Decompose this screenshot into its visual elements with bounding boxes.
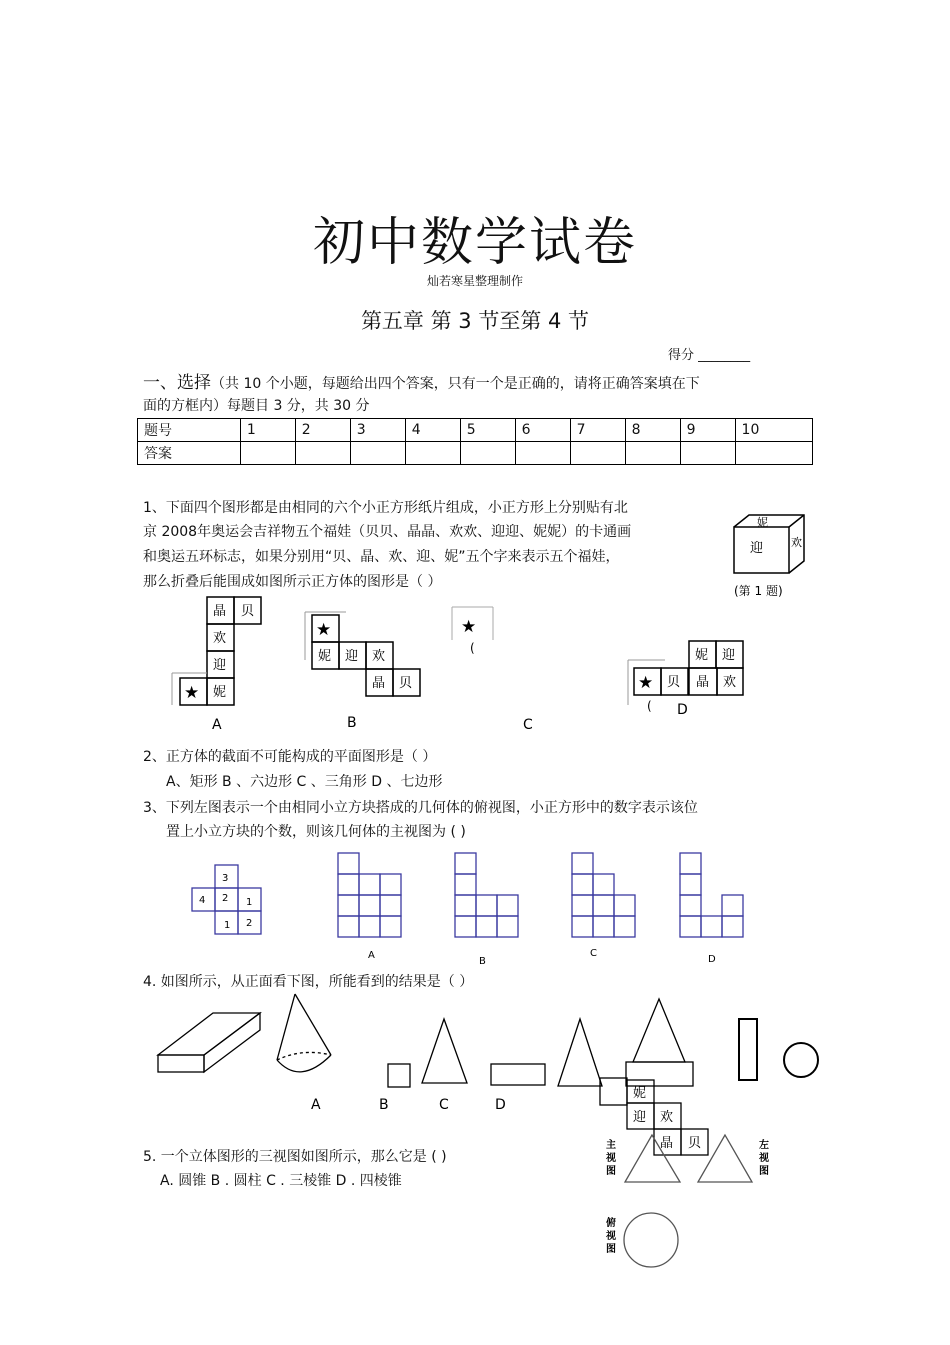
q1-option-d-net: [628, 641, 743, 718]
net-char: 妮: [633, 1086, 647, 1101]
stack-cube: [476, 895, 497, 916]
grid-num: 1: [246, 897, 253, 908]
table-cell: 9: [680, 419, 735, 442]
page-title: 初中数学试卷: [312, 213, 637, 273]
view-label-front: 主视图: [606, 1140, 616, 1177]
stack-cube: [593, 895, 614, 916]
table-cell: 10: [735, 419, 812, 442]
q3-line-2: 置上小立方块的个数，则该几何体的主视图为 ( ): [166, 824, 466, 840]
option-label: A: [368, 950, 375, 961]
stack-cube: [680, 916, 701, 937]
net-char: 贝: [399, 676, 413, 691]
stack-cube: [338, 874, 359, 895]
stack-cube: [614, 916, 635, 937]
table-cell: 4: [405, 419, 460, 442]
q4-stem: 4. 如图所示，从正面看下图，所能看到的结果是（ ）: [143, 974, 474, 990]
stack-cube: [338, 895, 359, 916]
section-title: 一、选择: [143, 373, 211, 393]
star-icon: ★: [461, 617, 477, 637]
option-label: B: [379, 1097, 389, 1113]
q1-line-1: 1、下面四个图形都是由相同的六个小正方形纸片组成，小正方形上分别贴有北: [143, 500, 628, 516]
q5-stem: 5. 一个立体图形的三视图如图所示，那么它是 ( ): [143, 1149, 447, 1165]
cube-right-char: 欢: [791, 536, 802, 549]
stack-cube: [722, 895, 743, 916]
view-label-left: 左视图: [759, 1140, 769, 1177]
q5-options: A. 圆锥 B . 圆柱 C . 三棱锥 D . 四棱锥: [160, 1173, 402, 1189]
net-char: 欢: [372, 649, 386, 664]
star-icon: ★: [638, 673, 654, 693]
stack-cube: [455, 874, 476, 895]
option-label: D: [677, 702, 688, 718]
option-label: D: [708, 954, 716, 965]
net-char: 欢: [660, 1110, 674, 1125]
q1-line-4: 那么折叠后能围成如图所示正方体的图形是（ ）: [143, 574, 442, 590]
stack-cube: [572, 874, 593, 895]
net-char: 晶: [213, 604, 227, 619]
stack-cube: [572, 853, 593, 874]
q3-option-figures: [338, 853, 743, 937]
stack-cube: [455, 853, 476, 874]
stack-cube: [455, 895, 476, 916]
section-desc-2: 面的方框内）每题目 3 分，共 30 分: [143, 398, 370, 414]
net-char: 迎: [345, 649, 359, 664]
stack-cube: [593, 916, 614, 937]
table-cell: 2: [295, 419, 350, 442]
q3-line-1: 3、下列左图表示一个由相同小立方块搭成的几何体的俯视图，小正方形中的数字表示该位: [143, 800, 698, 816]
stack-cube: [380, 895, 401, 916]
paren-char: (: [470, 641, 475, 655]
stack-cube: [722, 916, 743, 937]
option-label: A: [311, 1097, 321, 1113]
paren-char: (: [647, 699, 652, 713]
subtitle: 灿若寒星整理制作: [426, 274, 523, 288]
q4-option-labels: [311, 1097, 506, 1113]
grid-num: 1: [224, 920, 231, 931]
q1-option-c-net: [452, 607, 533, 733]
grid-num: 2: [246, 918, 253, 929]
stack-cube: [497, 916, 518, 937]
net-char: 晶: [660, 1136, 674, 1151]
cube-top-char: 妮: [757, 516, 768, 529]
net-char: 贝: [241, 604, 255, 619]
net-char: 迎: [213, 658, 227, 673]
q4-cuboid: [158, 1013, 260, 1072]
view-label-top: 俯视图: [606, 1218, 616, 1255]
stack-cube: [680, 874, 701, 895]
section-desc-1: （共 10 个小题，每题给出四个答案，只有一个是正确的，请将正确答案填在下: [211, 376, 700, 392]
stack-cube: [680, 895, 701, 916]
q2-stem: 2、正方体的截面不可能构成的平面图形是（ ）: [143, 749, 437, 765]
q3-option-labels: [368, 948, 716, 967]
net-char: 贝: [688, 1136, 702, 1151]
stack-cube: [380, 874, 401, 895]
option-label: C: [523, 717, 533, 733]
stack-cube: [572, 916, 593, 937]
stack-cube: [497, 895, 518, 916]
q4-cone: [277, 994, 331, 1072]
table-cell: 7: [570, 419, 625, 442]
net-char: 贝: [667, 675, 681, 690]
q1-line-2: 京 2008年奥运会吉祥物五个福娃（贝贝、晶晶、欢欢、迎迎、妮妮）的卡通画: [143, 524, 632, 540]
option-label: C: [439, 1097, 449, 1113]
stack-cube: [380, 916, 401, 937]
option-label: A: [212, 717, 222, 733]
table-cell: 8: [625, 419, 680, 442]
table-cell: 3: [350, 419, 405, 442]
cube-front-char: 迎: [750, 541, 764, 556]
score-field: 得分 ________: [668, 348, 751, 363]
option-label: B: [347, 715, 357, 731]
stack-cube: [359, 895, 380, 916]
q2-options: A、矩形 B 、六边形 C 、三角形 D 、七边形: [166, 774, 443, 790]
option-label: D: [495, 1097, 506, 1113]
grid-num: 3: [222, 873, 229, 884]
stray-figures: [558, 999, 818, 1155]
net-char: 迎: [633, 1110, 647, 1125]
grid-num: 4: [199, 895, 206, 906]
net-char: 妮: [213, 685, 227, 700]
grid-num: 2: [222, 893, 229, 904]
stack-cube: [359, 874, 380, 895]
q1-line-3: 和奥运五环标志，如果分别用“贝、晶、欢、迎、妮”五个字来表示五个福娃，: [143, 549, 620, 565]
q1-option-b-net: [305, 612, 420, 731]
stack-cube: [593, 874, 614, 895]
table-cell: 答案: [138, 442, 241, 465]
table-cell: 题号: [138, 419, 241, 442]
net-char: 妮: [318, 649, 332, 664]
stack-cube: [680, 853, 701, 874]
table-cell: 1: [240, 419, 295, 442]
stack-cube: [455, 916, 476, 937]
star-icon: ★: [184, 683, 200, 703]
table-cell: 6: [515, 419, 570, 442]
stack-cube: [572, 895, 593, 916]
option-label: C: [590, 948, 597, 959]
star-icon: ★: [316, 620, 332, 640]
stack-cube: [701, 916, 722, 937]
table-cell: 5: [460, 419, 515, 442]
stack-cube: [338, 853, 359, 874]
q1-option-a-net: [172, 597, 261, 733]
stack-cube: [476, 916, 497, 937]
q1-cube: [734, 515, 804, 598]
q3-top-view: [192, 865, 261, 934]
net-char: 晶: [372, 676, 386, 691]
stack-cube: [338, 916, 359, 937]
q4-options: [388, 1019, 545, 1087]
net-char: 欢: [213, 631, 227, 646]
stack-cube: [614, 895, 635, 916]
net-char: 晶: [696, 675, 710, 690]
cube-caption: (第 1 题): [734, 584, 783, 598]
stack-cube: [359, 916, 380, 937]
net-char: 妮: [695, 648, 709, 663]
option-label: B: [479, 956, 486, 967]
net-char: 欢: [723, 675, 737, 690]
net-char: 迎: [722, 648, 736, 663]
chapter-heading: 第五章 第 3 节至第 4 节: [360, 309, 590, 333]
